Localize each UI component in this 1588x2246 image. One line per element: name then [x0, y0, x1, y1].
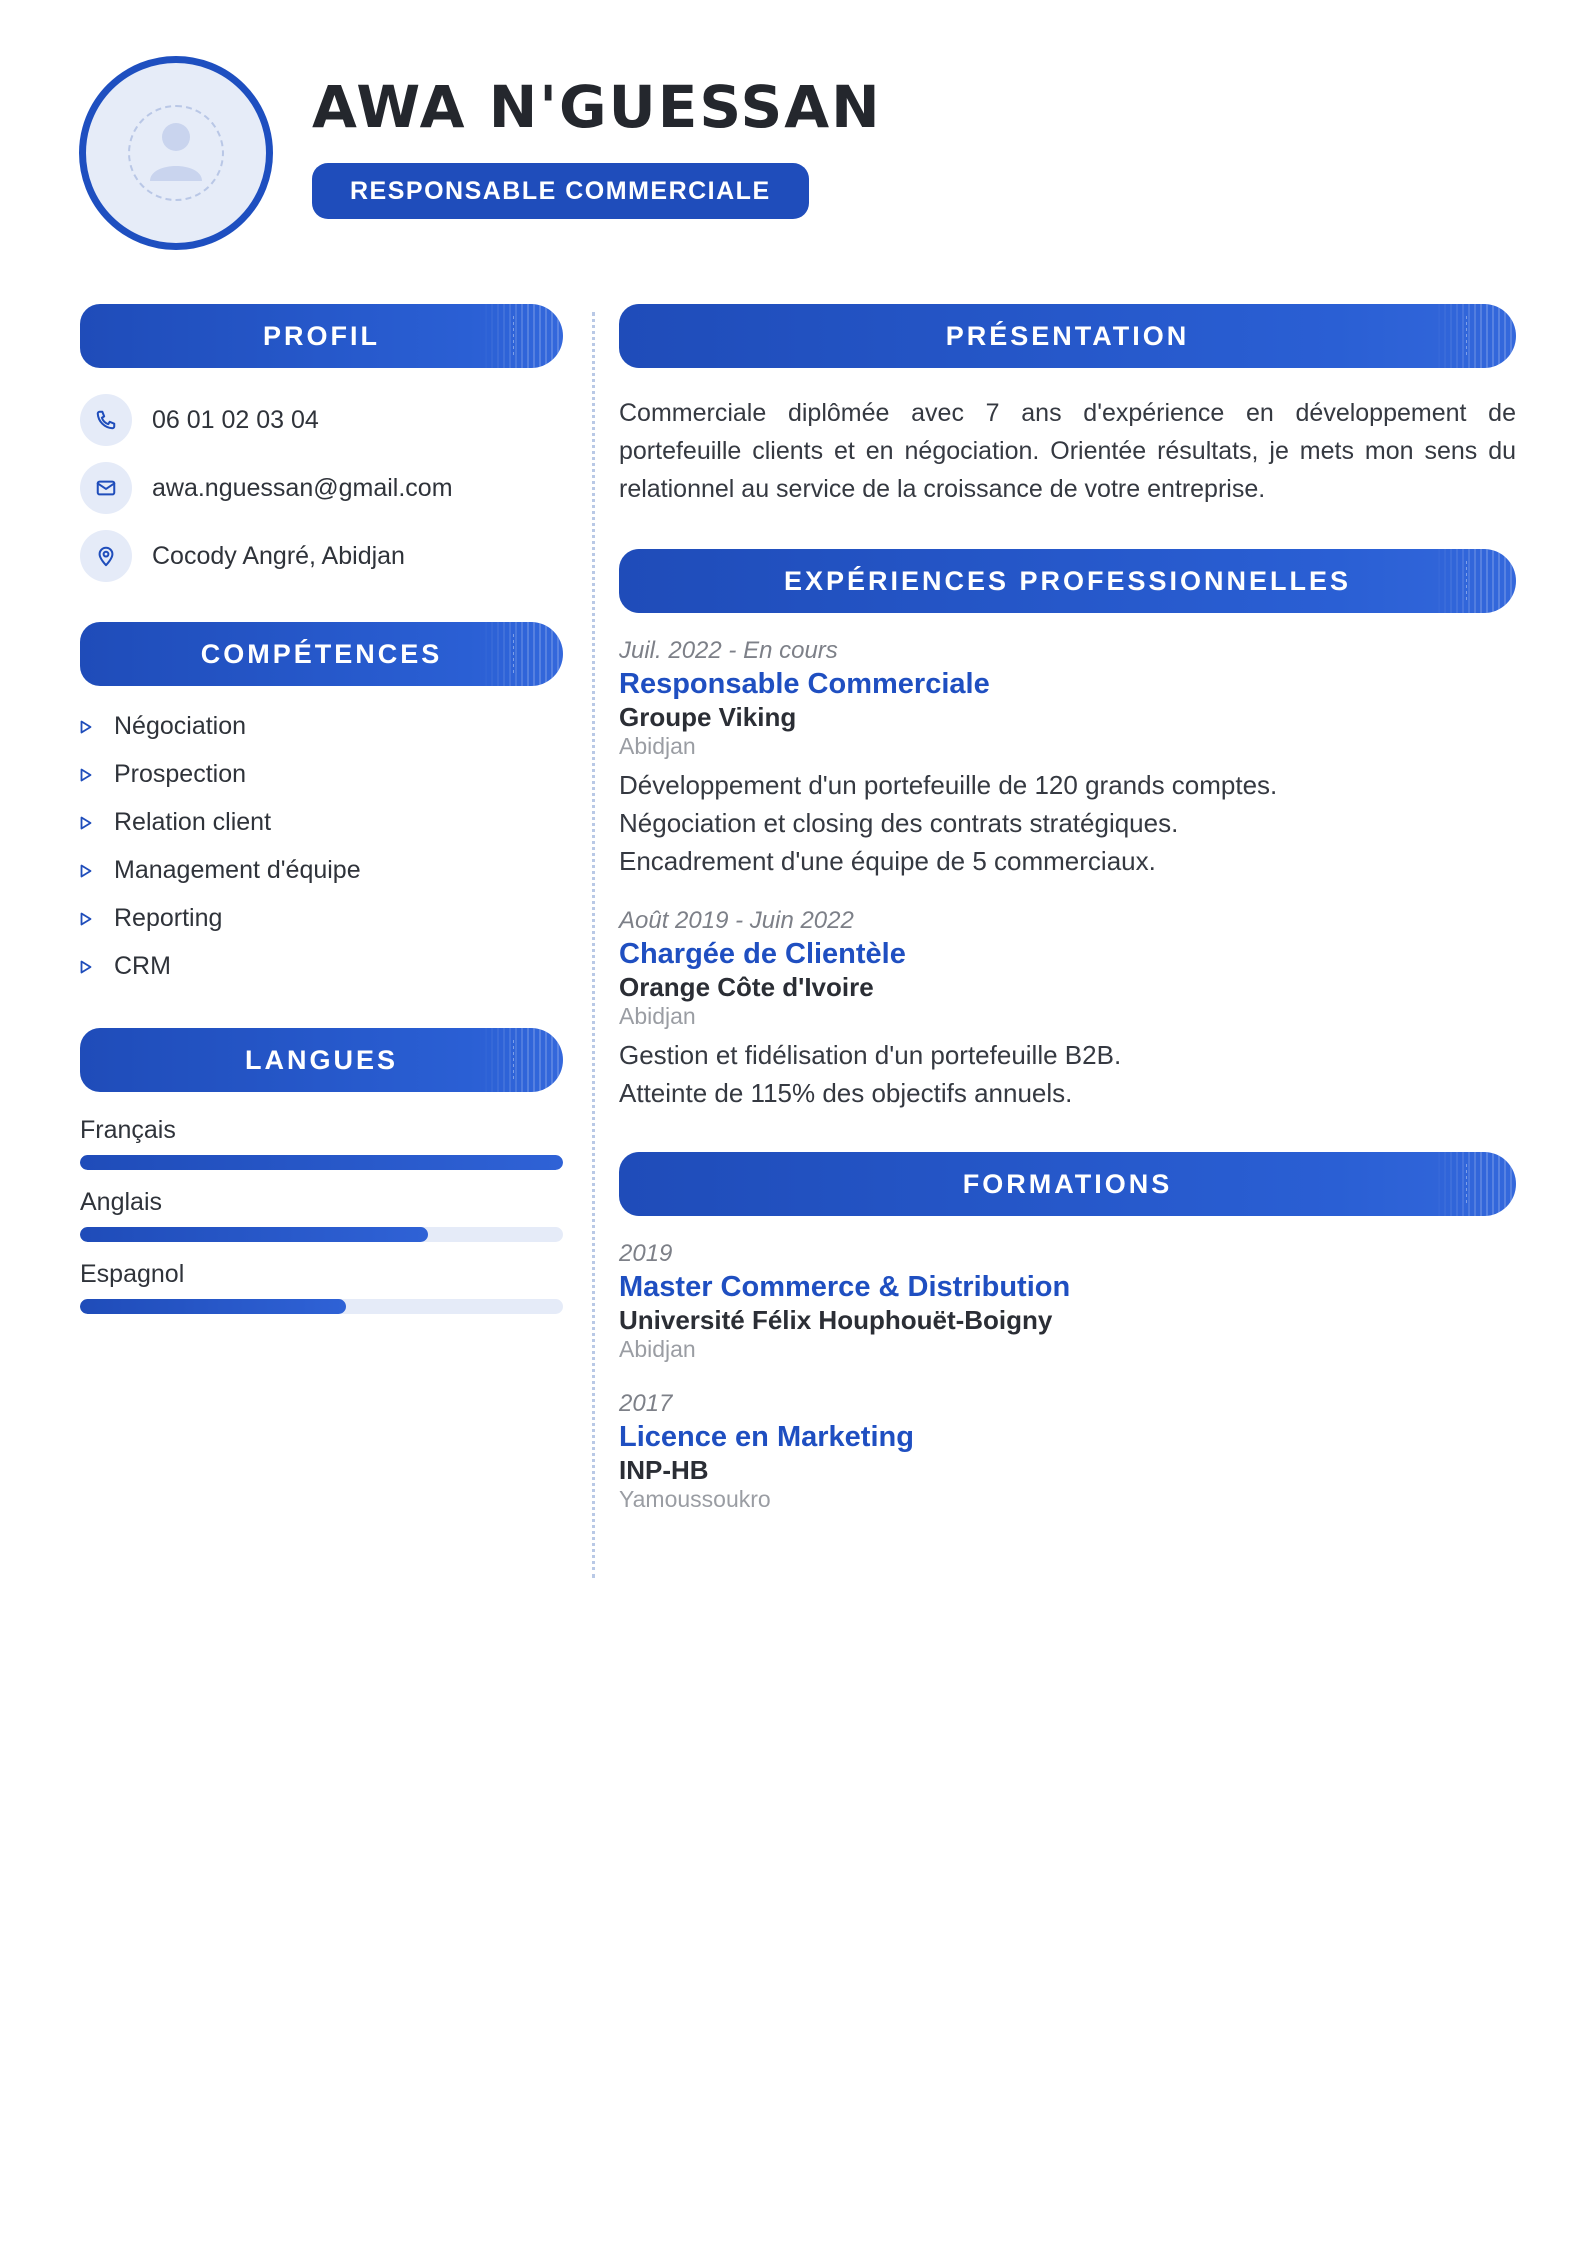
contact-address — [80, 530, 405, 582]
map-pin-icon — [80, 530, 132, 582]
education-location: Abidjan — [619, 1336, 696, 1362]
column-divider — [592, 312, 595, 1578]
triangle-bullet-icon — [80, 768, 92, 782]
language-level-bar — [80, 1155, 563, 1170]
education-year: 2019 — [619, 1240, 673, 1267]
header-decoration — [1432, 549, 1516, 613]
experience-detail: Développement d'un portefeuille de 120 grands comptes. — [619, 770, 1278, 800]
skill-item — [80, 808, 271, 837]
section-title: FORMATIONS — [962, 1168, 1173, 1199]
triangle-bullet-icon — [80, 960, 92, 974]
education-entry — [619, 1239, 1516, 1369]
section-header-languages — [80, 1028, 563, 1092]
education-school: Université Félix Houphouët-Boigny — [619, 1305, 1053, 1335]
experience-detail: Encadrement d'une équipe de 5 commerciaux. — [619, 846, 1156, 876]
language-level-fill — [80, 1155, 563, 1170]
language-level-fill — [80, 1227, 428, 1242]
experience-company: Groupe Viking — [619, 702, 797, 732]
header-decoration — [479, 1028, 563, 1092]
skill-item — [80, 712, 246, 741]
contact-phone — [80, 394, 319, 446]
experience-location: Abidjan — [619, 1003, 696, 1029]
education-year: 2017 — [619, 1390, 673, 1417]
skill-label: Prospection — [114, 760, 247, 788]
experience-detail: Négociation et closing des contrats stratégiques. — [619, 808, 1179, 838]
job-title-badge: RESPONSABLE COMMERCIALE — [312, 163, 809, 219]
header-decoration — [1432, 304, 1516, 368]
section-title: COMPÉTENCES — [200, 638, 443, 669]
language-name: Français — [80, 1116, 176, 1144]
experience-date: Juil. 2022 - En cours — [619, 637, 838, 664]
section-title: PROFIL — [263, 320, 380, 351]
profile-photo — [79, 56, 273, 250]
skill-label: Reporting — [114, 904, 223, 932]
experience-detail: Atteinte de 115% des objectifs annuels. — [619, 1078, 1073, 1108]
language-name: Espagnol — [80, 1260, 185, 1288]
experience-location: Abidjan — [619, 733, 696, 759]
language-level-fill — [80, 1299, 346, 1314]
phone-number: 06 01 02 03 04 — [152, 405, 319, 434]
experience-detail: Gestion et fidélisation d'un portefeuille B2B. — [619, 1040, 1122, 1070]
skill-item — [80, 856, 361, 885]
skill-label: Négociation — [114, 712, 247, 740]
address: Cocody Angré, Abidjan — [152, 541, 405, 570]
section-header-profile — [80, 304, 563, 368]
experience-entry — [619, 636, 1516, 880]
skill-item — [80, 952, 171, 981]
triangle-bullet-icon — [80, 912, 92, 926]
language-level-bar — [80, 1299, 563, 1314]
section-title: EXPÉRIENCES PROFESSIONNELLES — [783, 565, 1352, 596]
skill-item — [80, 904, 222, 933]
education-entry — [619, 1389, 1516, 1519]
email-address: awa.nguessan@gmail.com — [152, 473, 453, 502]
triangle-bullet-icon — [80, 864, 92, 878]
education-location: Yamoussoukro — [619, 1486, 771, 1512]
header-decoration — [1432, 1152, 1516, 1216]
envelope-icon — [80, 462, 132, 514]
contact-email — [80, 462, 453, 514]
language-name: Anglais — [80, 1188, 162, 1216]
experience-date: Août 2019 - Juin 2022 — [619, 907, 854, 934]
skill-label: CRM — [114, 952, 171, 980]
phone-icon — [80, 394, 132, 446]
section-title: LANGUES — [244, 1044, 398, 1075]
experience-entry — [619, 906, 1516, 1112]
presentation-text: Commerciale diplômée avec 7 ans d'expérience en développement de portefeuille clients et en négociation. Orientée résultats, je mets mon sens du relationnel au service de la croissance de votre entreprise. — [619, 399, 1516, 503]
skill-item — [80, 760, 246, 789]
experience-title: Responsable Commerciale — [619, 668, 990, 700]
header-decoration — [479, 304, 563, 368]
section-header-experience — [619, 549, 1516, 613]
triangle-bullet-icon — [80, 720, 92, 734]
experience-company: Orange Côte d'Ivoire — [619, 972, 874, 1002]
section-header-education — [619, 1152, 1516, 1216]
section-header-presentation — [619, 304, 1516, 368]
language-level-bar — [80, 1227, 563, 1242]
triangle-bullet-icon — [80, 816, 92, 830]
candidate-name: AWA N'GUESSAN — [312, 73, 882, 141]
user-placeholder-icon — [128, 105, 224, 201]
education-degree: Licence en Marketing — [619, 1421, 914, 1453]
education-degree: Master Commerce & Distribution — [619, 1271, 1071, 1303]
skill-label: Management d'équipe — [114, 856, 361, 884]
section-title: PRÉSENTATION — [945, 320, 1190, 351]
education-school: INP-HB — [619, 1455, 709, 1485]
header-decoration — [479, 622, 563, 686]
skill-label: Relation client — [114, 808, 272, 836]
experience-title: Chargée de Clientèle — [619, 938, 906, 970]
section-header-skills — [80, 622, 563, 686]
